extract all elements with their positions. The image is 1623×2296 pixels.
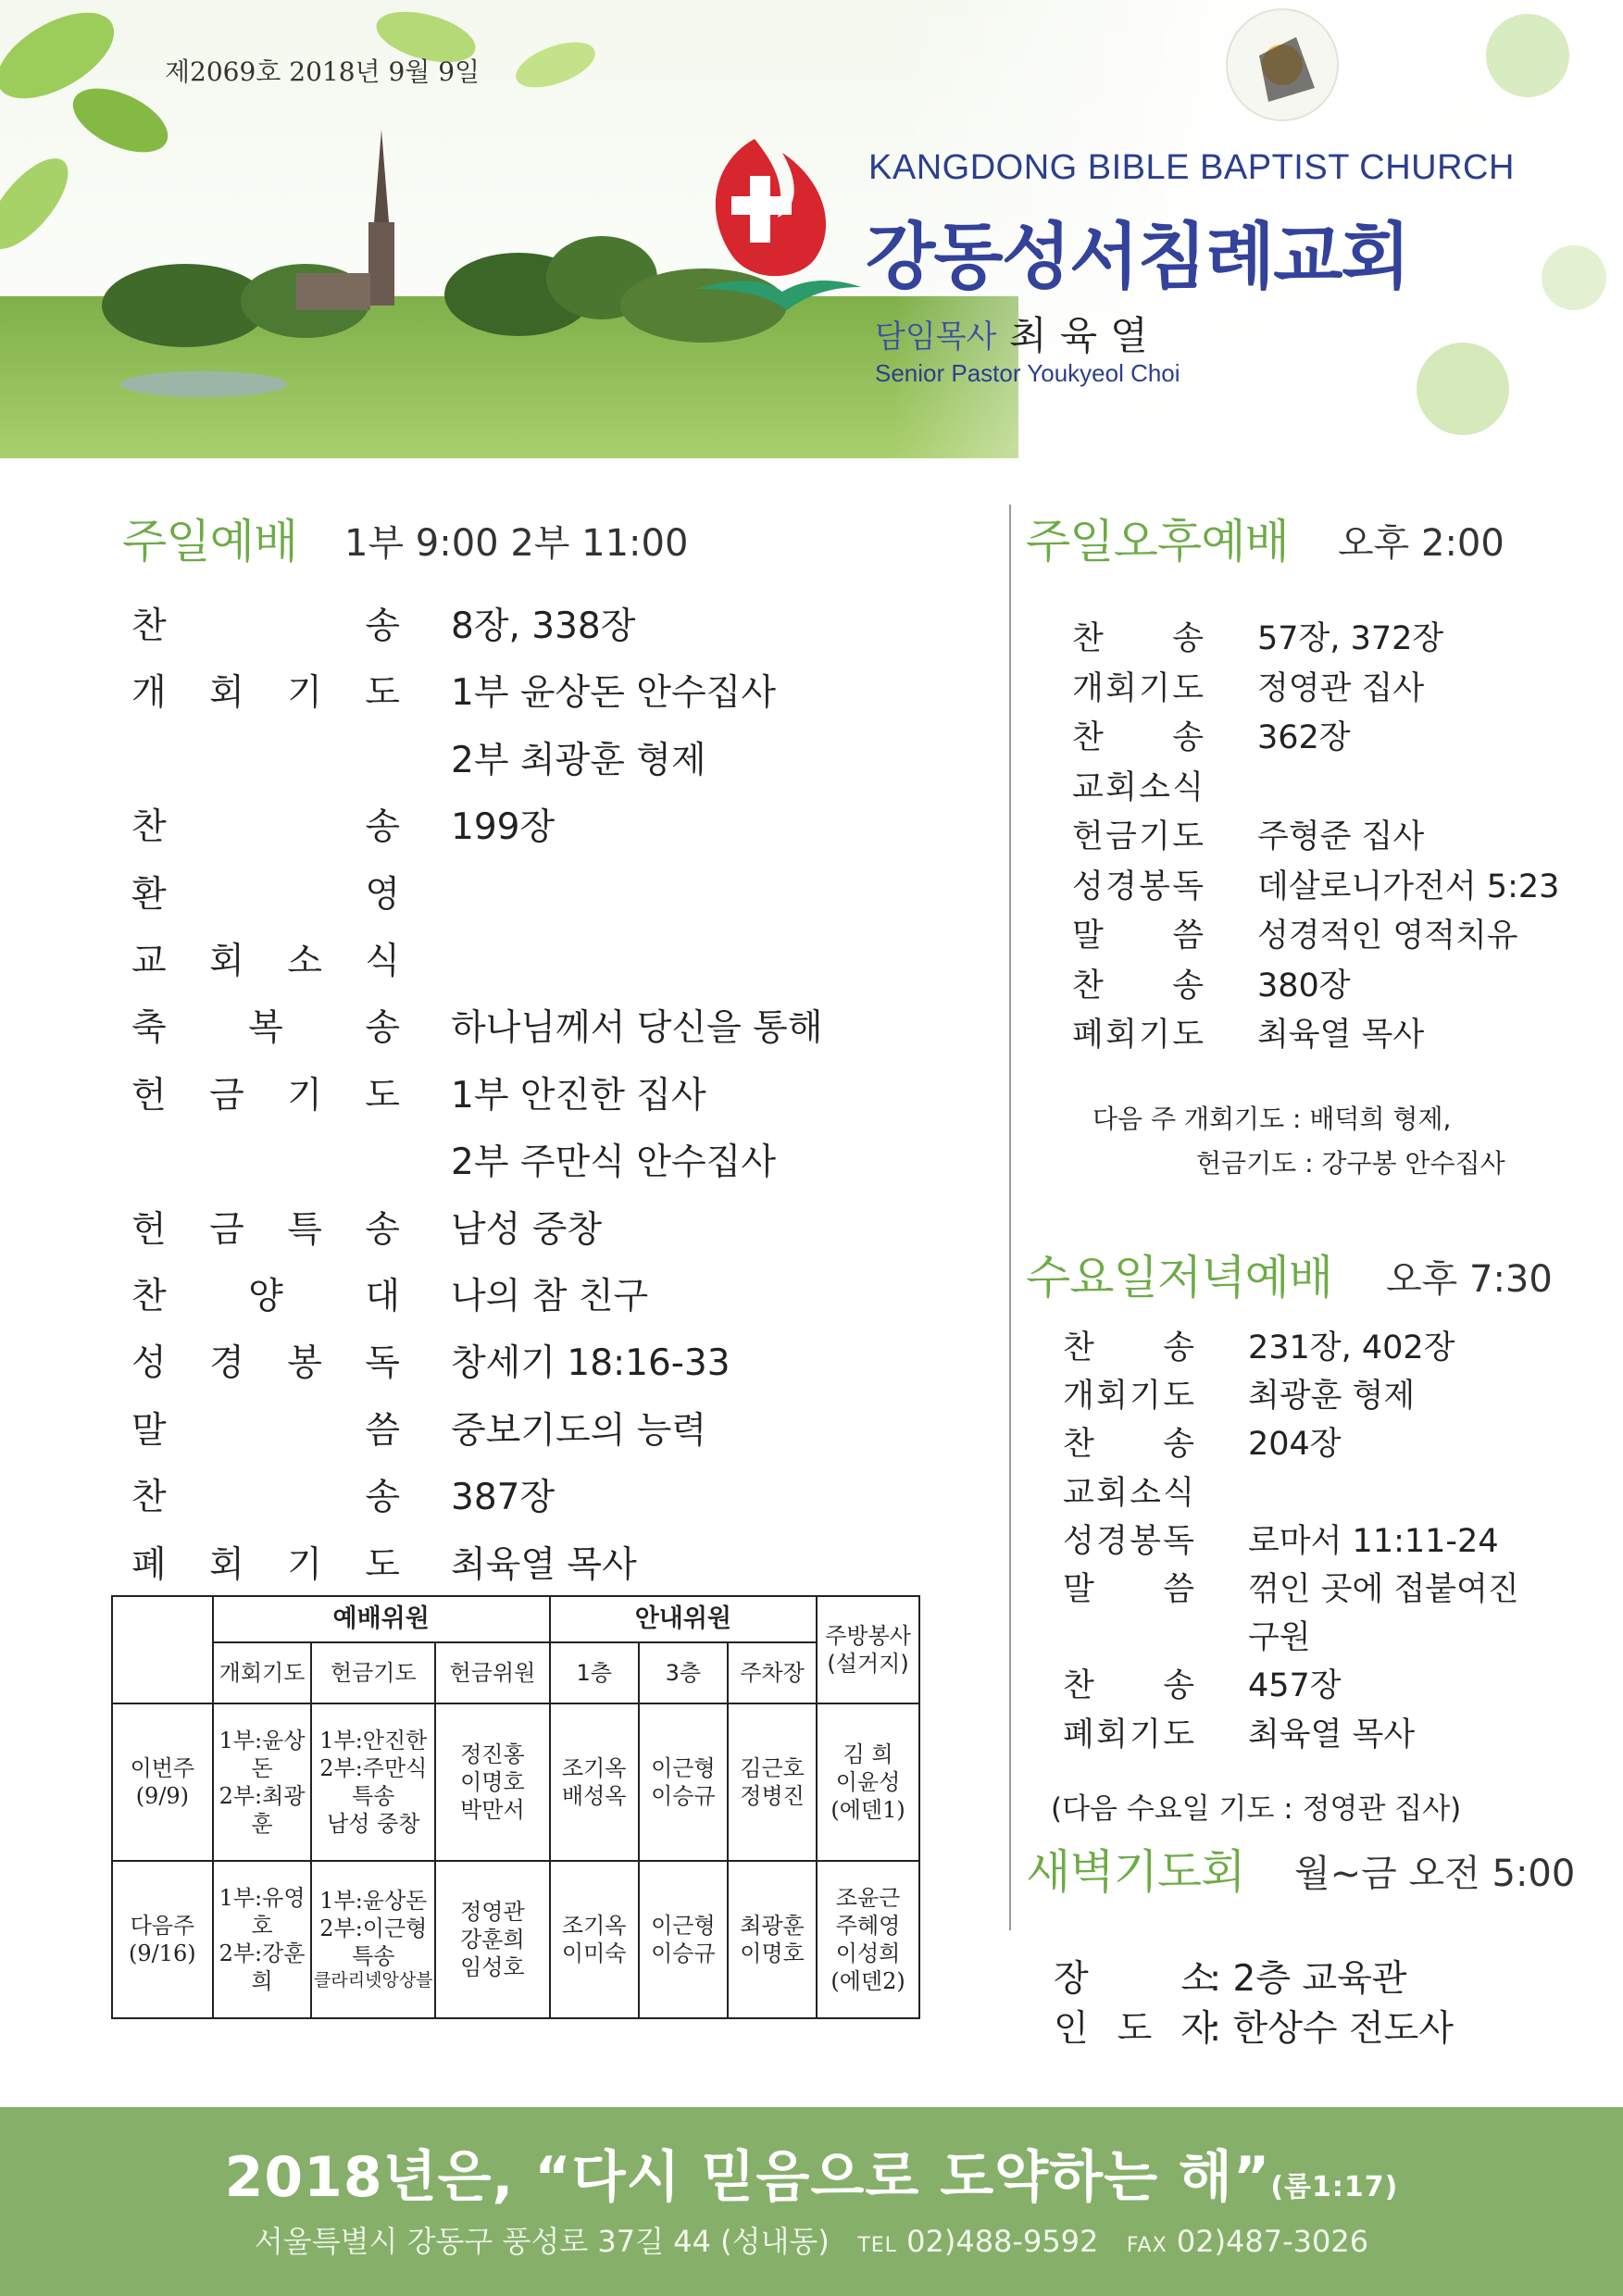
duty-cell-floor1	[550, 1703, 639, 1861]
duty-cell-open	[213, 1861, 312, 2018]
duty-cell-offering	[311, 1861, 435, 2018]
week-cell	[112, 1703, 213, 1861]
wednesday-order-label: 폐 회 기 도	[1063, 1716, 1194, 1753]
duty-name: 특송	[352, 1783, 395, 1809]
group-kitchen-header	[817, 1596, 919, 1703]
sunday-order-value: 중보기도의 능력	[451, 1409, 707, 1452]
duty-name: 조윤근	[835, 1885, 901, 1911]
afternoon-service-title: 주일오후예배	[1026, 515, 1289, 568]
church-name-english: KANGDONG BIBLE BAPTIST CHURCH	[868, 148, 1515, 187]
duty-name: 이성희	[835, 1940, 901, 1966]
duty-cell-parking	[728, 1861, 817, 2018]
sunday-order-label: 찬 송	[131, 1477, 400, 1519]
duty-name: 이근형	[651, 1755, 716, 1781]
sunday-order-value: 2부 최광훈 형제	[451, 739, 706, 781]
dawn-place-label: 장 소	[1054, 1958, 1216, 2000]
wednesday-order-value: 457장	[1248, 1667, 1342, 1705]
kitchen-header-line2: (설거지)	[827, 1651, 909, 1677]
table-row	[112, 1703, 919, 1861]
duty-name: (에덴1)	[830, 1797, 905, 1823]
duty-name: 이승규	[651, 1940, 716, 1966]
sunday-order-value: 387장	[451, 1477, 556, 1519]
col-parking: 주차장	[728, 1642, 817, 1703]
duty-name: 김근호	[740, 1755, 805, 1781]
wednesday-service-title: 수요일저녁예배	[1026, 1251, 1333, 1304]
duty-name: 1부:윤상돈	[319, 1888, 428, 1915]
duty-name: 이명호	[460, 1769, 525, 1795]
wednesday-order-value: 231장, 402장	[1248, 1329, 1455, 1366]
sunday-order-value: 남성 중창	[451, 1208, 603, 1251]
fax-label: FAX	[1126, 2234, 1167, 2257]
wednesday-order-value: 최광훈 형제	[1248, 1378, 1416, 1416]
pastor-name-korean: 최육열	[1009, 313, 1161, 358]
sunday-order-label: 교 회 소 식	[131, 941, 400, 982]
duty-name: 1부:윤상돈	[218, 1728, 306, 1781]
afternoon-order-value: 380장	[1257, 967, 1351, 1004]
col-offering-prayer: 헌금기도	[311, 1642, 435, 1703]
duty-name: 이명호	[740, 1940, 805, 1966]
afternoon-order-value: 정영관 집사	[1257, 669, 1425, 707]
afternoon-order-value: 데살로니가전서 5:23	[1257, 867, 1560, 905]
duty-cell-kitchen	[817, 1861, 919, 2018]
duty-name: 2부:주만식	[319, 1755, 428, 1781]
sunday-service-title: 주일예배	[122, 515, 298, 568]
duty-name: 클라리넷앙상블	[314, 1970, 433, 1991]
duty-cell-offering-members	[435, 1703, 549, 1861]
dawn-prayer-title: 새벽기도회	[1026, 1845, 1245, 1899]
duty-cell-kitchen	[817, 1703, 919, 1861]
week-label: (9/16)	[129, 1940, 196, 1966]
wednesday-order-label: 찬 송	[1063, 1329, 1194, 1366]
duty-name: 1부:안진한	[319, 1728, 428, 1753]
col-open-prayer: 개회기도	[213, 1642, 312, 1703]
week-label: 이번주	[130, 1755, 195, 1781]
wednesday-order-label: 찬 송	[1063, 1667, 1194, 1705]
duty-cell-parking	[728, 1703, 817, 1861]
afternoon-order-label: 헌 금 기 도	[1072, 818, 1204, 855]
afternoon-order-value: 362장	[1257, 719, 1351, 756]
duty-name: 특송	[352, 1943, 395, 1970]
duty-name: 박만서	[460, 1797, 525, 1823]
afternoon-order-label: 찬 송	[1072, 620, 1204, 657]
duty-roster-table	[111, 1595, 920, 2019]
duty-name: 이미숙	[561, 1940, 627, 1966]
header-banner	[0, 0, 1623, 458]
duty-table-body	[112, 1703, 919, 2018]
afternoon-order-value: 주형준 집사	[1257, 818, 1425, 855]
sunday-order-value: 나의 참 친구	[451, 1276, 649, 1317]
sunday-order-value: 199장	[451, 806, 556, 849]
afternoon-order-label: 교 회 소 식	[1072, 768, 1204, 806]
afternoon-next-week-line1: 다음 주 개회기도 : 배덕희 형제,	[1092, 1104, 1452, 1134]
duty-name: 배성옥	[561, 1783, 627, 1809]
sunday-order-label: 환 영	[131, 873, 400, 916]
sunday-order-label: 축 복 송	[131, 1007, 400, 1050]
column-divider	[1009, 505, 1011, 1930]
motto-prefix: 2018년은,	[224, 2145, 515, 2210]
week-label: 다음주	[130, 1913, 195, 1939]
sunday-order-label: 찬 송	[131, 605, 400, 647]
afternoon-order-label: 성 경 봉 독	[1072, 867, 1204, 905]
afternoon-order-value: 57장, 372장	[1257, 620, 1444, 657]
duty-cell-offering-members	[435, 1861, 549, 2018]
afternoon-order-label: 폐 회 기 도	[1072, 1017, 1204, 1054]
col-offering-members: 헌금위원	[435, 1642, 549, 1703]
address-line	[0, 2218, 1623, 2261]
afternoon-next-week-line2: 헌금기도 : 강구봉 안수집사	[1196, 1148, 1505, 1179]
tel-label: TEL	[857, 2234, 897, 2257]
duty-name: 정진홍	[460, 1741, 525, 1767]
sunday-order-value: 창세기 18:16-33	[451, 1342, 730, 1385]
duty-name: 이근형	[651, 1913, 716, 1939]
duty-name: 이윤성	[835, 1769, 901, 1795]
wednesday-order-label: 개 회 기 도	[1063, 1378, 1194, 1416]
duty-cell-open	[213, 1703, 312, 1861]
week-cell	[112, 1861, 213, 2018]
afternoon-order-value: 성경적인 영적치유	[1257, 917, 1518, 955]
church-address: 서울특별시 강동구 풍성로 37길 44 (성내동)	[254, 2224, 830, 2259]
sunday-order-label: 폐 회 기 도	[131, 1543, 400, 1586]
wednesday-order-label: 찬 송	[1063, 1426, 1194, 1464]
sunday-order-label: 개 회 기 도	[131, 672, 400, 715]
sunday-order-label: 말 씀	[131, 1409, 400, 1452]
table-row	[112, 1861, 919, 2018]
wednesday-order-label: 교 회 소 식	[1063, 1474, 1194, 1512]
afternoon-order-label: 찬 송	[1072, 719, 1204, 756]
sunday-order-label: 헌 금 기 도	[131, 1074, 400, 1117]
duty-name: 남성 중창	[327, 1811, 420, 1837]
sunday-service-time: 1부 9:00 2부 11:00	[344, 522, 689, 565]
duty-cell-offering	[311, 1703, 435, 1861]
wednesday-order-label: 말 씀	[1063, 1571, 1194, 1608]
dawn-leader-label: 인 도 자	[1054, 2008, 1216, 2050]
church-name-korean: 강동성서침례교회	[866, 216, 1409, 299]
duty-name: 조기옥	[561, 1755, 627, 1781]
duty-cell-floor1	[550, 1861, 639, 2018]
dawn-prayer-time: 월~금 오전 5:00	[1294, 1853, 1576, 1895]
week-label: (9/9)	[135, 1783, 190, 1809]
duty-name: 조기옥	[561, 1913, 627, 1939]
duty-name: 강훈희	[460, 1927, 525, 1953]
tel-number: 02)488-9592	[906, 2224, 1099, 2259]
duty-name: 이승규	[651, 1783, 716, 1809]
sunday-order-label: 찬 송	[131, 806, 400, 849]
duty-name: 주혜영	[835, 1913, 901, 1939]
col-floor1: 1층	[550, 1642, 639, 1703]
issue-date: 제2069호 2018년 9월 9일	[165, 56, 481, 87]
sunday-order-label: 헌 금 특 송	[131, 1208, 400, 1251]
afternoon-order-label: 찬 송	[1072, 967, 1204, 1004]
group-worship-header: 예배위원	[213, 1596, 550, 1642]
duty-name: 정병진	[740, 1783, 805, 1809]
year-motto	[0, 2133, 1623, 2213]
wednesday-order-label: 성 경 봉 독	[1063, 1522, 1194, 1560]
wednesday-order-value: 꺾인 곳에 접붙여진	[1248, 1571, 1519, 1608]
wednesday-service-time: 오후 7:30	[1386, 1258, 1553, 1301]
wednesday-order-value: 로마서 11:11-24	[1248, 1522, 1499, 1560]
duty-name: 정영관	[460, 1899, 525, 1925]
group-usher-header: 안내위원	[550, 1596, 818, 1642]
pastor-title-korean: 담임목사	[875, 318, 997, 356]
duty-cell-floor3	[639, 1861, 728, 2018]
dawn-place-value: : 2층 교육관	[1209, 1958, 1407, 2000]
sunday-order-value: 1부 윤상돈 안수집사	[451, 672, 776, 715]
afternoon-order-label: 말 씀	[1072, 917, 1204, 955]
sunday-order-value: 2부 주만식 안수집사	[451, 1142, 776, 1184]
duty-name: 최광훈	[740, 1913, 805, 1939]
sunday-order-label: 성 경 봉 독	[131, 1342, 400, 1385]
duty-name: 1부:유영호	[218, 1885, 306, 1939]
duty-name: 김 희	[843, 1741, 893, 1767]
dawn-leader-value: : 한상수 전도사	[1209, 2008, 1454, 2050]
sunday-order-label: 찬 양 대	[131, 1276, 400, 1317]
table-corner-cell	[112, 1596, 213, 1703]
sunday-order-value: 8장, 338장	[451, 605, 636, 647]
kitchen-header-line1: 주방봉사	[825, 1623, 911, 1649]
duty-name: 임성호	[460, 1954, 525, 1980]
motto-reference: (롬1:17)	[1270, 2171, 1399, 2203]
duty-cell-floor3	[639, 1703, 728, 1861]
sunday-order-value: 최육열 목사	[451, 1543, 637, 1586]
wednesday-order-value: 구원	[1248, 1619, 1311, 1657]
col-floor3: 3층	[639, 1642, 728, 1703]
duty-name: (에덴2)	[830, 1968, 905, 1994]
afternoon-service-time: 오후 2:00	[1338, 522, 1504, 565]
duty-name: 2부:최광훈	[218, 1783, 306, 1837]
afternoon-order-value: 최육열 목사	[1257, 1017, 1425, 1054]
wednesday-next-prayer-note: (다음 수요일 기도 : 정영관 집사)	[1051, 1792, 1462, 1826]
motto-quote: “다시 믿음으로 도약하는 해”	[534, 2145, 1271, 2210]
wednesday-order-value: 204장	[1248, 1426, 1342, 1464]
pastor-name-english: Senior Pastor Youkyeol Choi	[875, 359, 1180, 387]
fax-number: 02)487-3026	[1176, 2224, 1369, 2259]
duty-name: 2부:강훈희	[218, 1940, 306, 1994]
sunday-order-value: 하나님께서 당신을 통해	[451, 1007, 823, 1050]
duty-name: 2부:이근형	[319, 1915, 428, 1942]
afternoon-order-label: 개 회 기 도	[1072, 669, 1204, 707]
wednesday-order-value: 최육열 목사	[1248, 1716, 1416, 1753]
sunday-order-value: 1부 안진한 집사	[451, 1074, 706, 1117]
